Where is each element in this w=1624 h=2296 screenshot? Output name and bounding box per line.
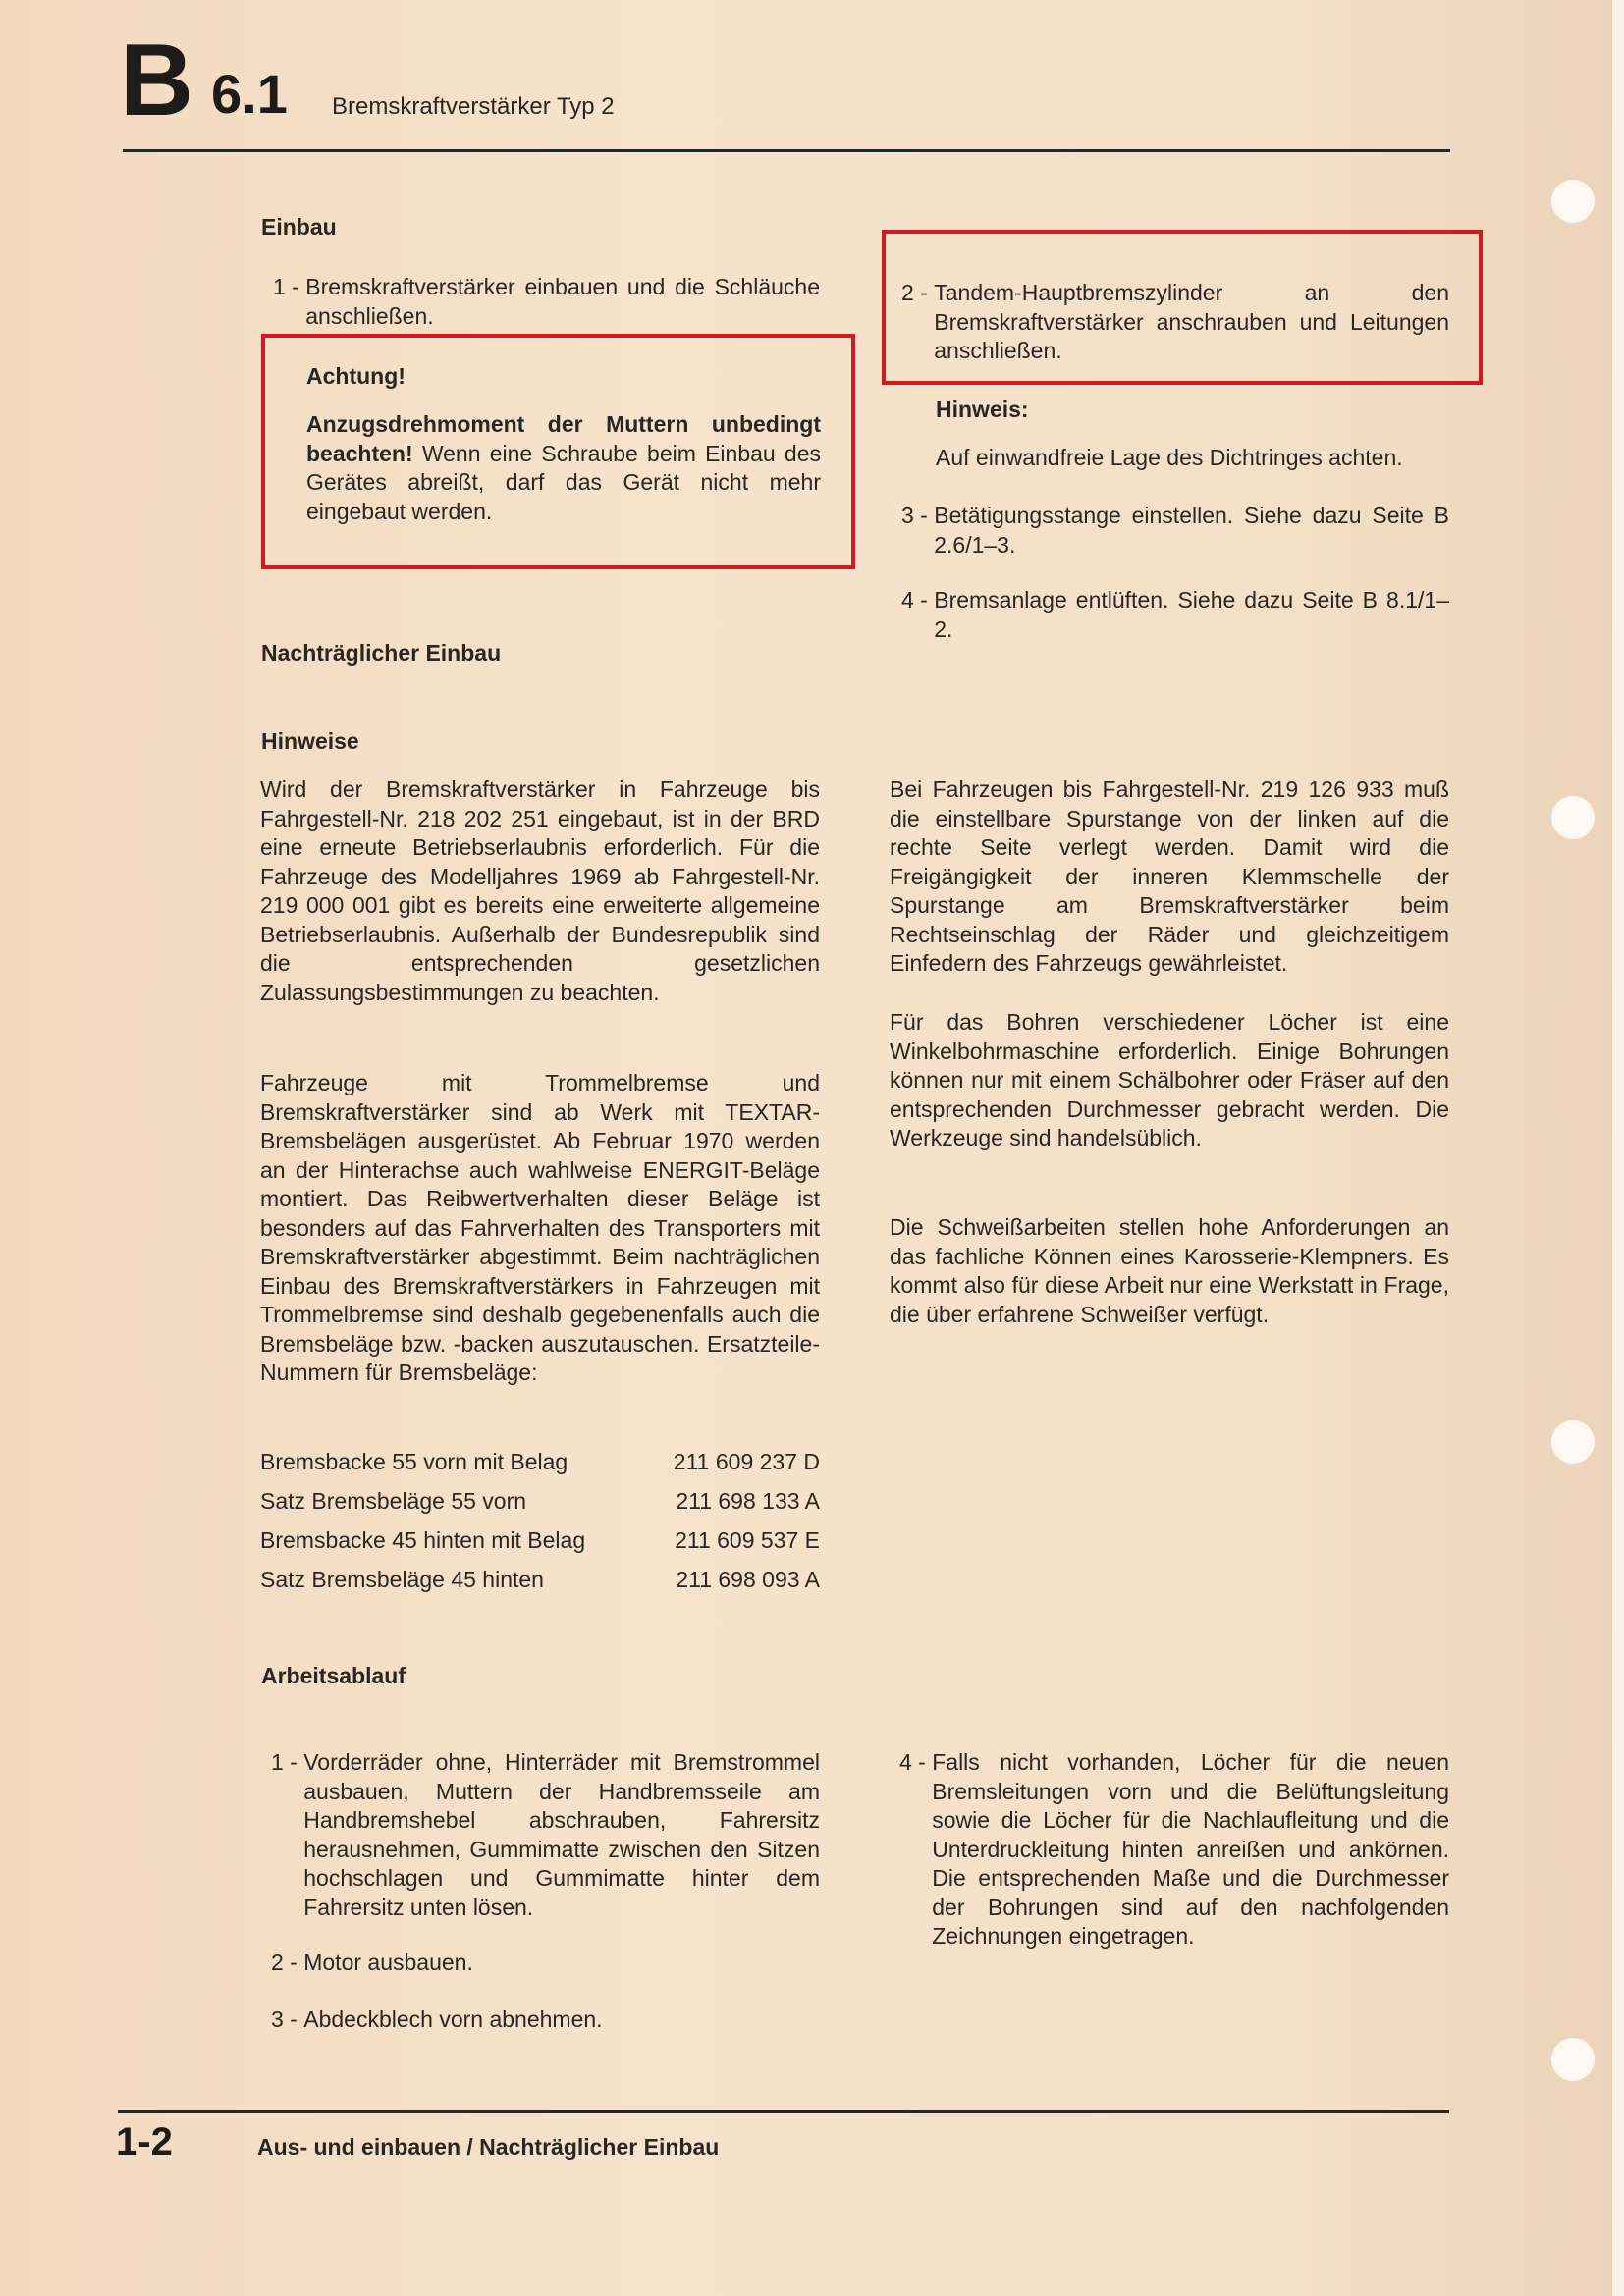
- achtung-title: Achtung!: [306, 363, 406, 389]
- part-name: Satz Bremsbeläge 55 vorn: [260, 1488, 527, 1514]
- part-name: Satz Bremsbeläge 45 hinten: [260, 1567, 544, 1592]
- step-number: 1 -: [271, 1749, 304, 1775]
- footer-title: Aus- und einbauen / Nachträglicher Einbau: [257, 2134, 720, 2160]
- part-name: Bremsbacke 45 hinten mit Belag: [260, 1527, 586, 1553]
- step-text: Abdeckblech vorn abnehmen.: [303, 2006, 603, 2032]
- step-number: 3 -: [271, 2006, 304, 2032]
- footer-page-number: 1-2: [116, 2120, 173, 2163]
- step-number: 2 -: [901, 280, 935, 305]
- step-text: Falls nicht vorhanden, Löcher für die neuen Bremsleitungen vorn und die Belüftungsleitung sowie die Löcher für die Nachlaufleitung und die Unterdruckleitung hinten anreißen und ankörnen. Die entsprechenden Maße und die Durchmesser der Bohrungen sind auf den nachfolgenden Zeichnungen eingetragen.: [932, 1749, 1449, 1949]
- step-number: 4 -: [901, 587, 935, 613]
- parts-row: [260, 1560, 820, 1599]
- hinweise-right-paragraph-2: Für das Bohren verschiedener Löcher ist eine Winkelbohrmaschine erforderlich. Einige Bohrungen können nur mit einem Schälbohrer oder Fräser auf den entsprechenden Durchmesser gebracht werden. Die Werkzeuge sind handelsüblich.: [890, 1009, 1449, 1150]
- hinweis-title: Hinweis:: [936, 397, 1029, 422]
- header-title: Bremskraftverstärker Typ 2: [332, 93, 615, 120]
- arbeitsablauf-step-3: [271, 2005, 820, 2035]
- step-text: Tandem-Hauptbremszylinder an den Bremskraftverstärker anschrauben und Leitungen anschließen.: [934, 280, 1449, 363]
- hinweise-left-paragraph-1: Wird der Bremskraftverstärker in Fahrzeuge bis Fahrgestell-Nr. 218 202 251 eingebaut, ist in der BRD eine erneute Betriebserlaubnis erforderlich. Für die Fahrzeuge des Modelljahres 1969 ab Fahrgestell-Nr. 219 000 001 gibt es bereits eine erweiterte allgemeine Betriebserlaubnis. Außerhalb der Bundesrepublik sind die entsprechenden gesetzlichen Zulassungsbestimmungen zu beachten.: [260, 776, 820, 1005]
- punch-hole-2: [1551, 796, 1595, 839]
- achtung-text: [306, 410, 821, 526]
- punch-hole-4: [1551, 2038, 1595, 2081]
- hinweise-heading: Hinweise: [261, 728, 359, 754]
- hinweis-text: Auf einwandfreie Lage des Dichtringes achten.: [936, 445, 1403, 470]
- step-text: Betätigungsstange einstellen. Siehe dazu Seite B 2.6/1–3.: [934, 503, 1449, 558]
- hinweise-right-paragraph-3: Die Schweißarbeiten stellen hohe Anforderungen an das fachliche Können eines Karosserie-Klempners. Es kommt also für diese Arbeit nur eine Werkstatt in Frage, die über erfahrene Schweißer verfügt.: [890, 1214, 1449, 1327]
- step-number: 1 -: [273, 274, 306, 299]
- step-number: 3 -: [901, 503, 935, 528]
- parts-list: [260, 1442, 820, 1599]
- page-edge: [1612, 0, 1624, 2296]
- nachtraeglich-heading: Nachträglicher Einbau: [261, 640, 502, 666]
- arbeitsablauf-step-4: [899, 1748, 1449, 1951]
- step-text: Bremskraftverstärker einbauen und die Schläuche anschließen.: [305, 274, 820, 329]
- einbau-heading: Einbau: [261, 214, 337, 240]
- parts-row: [260, 1481, 820, 1521]
- step-text: Motor ausbauen.: [303, 1949, 473, 1975]
- arbeitsablauf-step-2: [271, 1949, 820, 1978]
- step-text: Bremsanlage entlüften. Siehe dazu Seite B 8.1/1–2.: [934, 587, 1449, 642]
- part-number: 211 609 537 E: [675, 1527, 820, 1553]
- step-number: 4 -: [899, 1749, 933, 1775]
- footer-rule: [118, 2110, 1449, 2113]
- part-number: 211 609 237 D: [673, 1449, 820, 1474]
- punch-hole-3: [1551, 1420, 1595, 1464]
- parts-row: [260, 1521, 820, 1560]
- step-number: 2 -: [271, 1949, 304, 1975]
- hinweise-right-paragraph-1: Bei Fahrzeugen bis Fahrgestell-Nr. 219 126 933 muß die einstellbare Spurstange von der linken auf die rechte Seite verlegt werden. Damit wird die Freigängigkeit der inneren Klemmschelle der Spurstange am Bremskraftverstärker beim Rechtseinschlag der Räder und gleichzeitigem Einfedern des Fahrzeugs gewährleistet.: [890, 776, 1449, 976]
- achtung-body: Wenn eine Schraube beim Einbau des Gerätes abreißt, darf das Gerät nicht mehr eingebaut werden.: [306, 440, 821, 524]
- part-number: 211 698 133 A: [676, 1488, 820, 1514]
- einbau-step-3: [901, 502, 1449, 560]
- part-number: 211 698 093 A: [676, 1567, 820, 1592]
- hinweise-left-paragraph-2: Fahrzeuge mit Trommelbremse und Bremskraftverstärker sind ab Werk mit TEXTAR-Bremsbelägen ausgerüstet. Ab Februar 1970 werden an der Hinterachse auch wahlweise ENERGIT-Beläge montiert. Das Reibwertverhalten dieser Beläge ist besonders auf das Fahrverhalten des Transporters mit Bremskraftverstärker abgestimmt. Beim nachträglichen Einbau des Bremskraftverstärkers in Fahrzeugen mit Trommelbremse sind deshalb gegebenenfalls auch die Bremsbeläge bzw. -backen auszutauschen. Ersatzteile-Nummern für Bremsbeläge:: [260, 1070, 820, 1385]
- einbau-step-1: [273, 273, 820, 331]
- achtung-bold: Anzugsdrehmoment der Muttern unbedingt beachten!: [306, 411, 821, 466]
- einbau-step-4: [901, 586, 1449, 644]
- einbau-step-2: [901, 279, 1449, 366]
- header-rule: [123, 149, 1450, 152]
- part-name: Bremsbacke 55 vorn mit Belag: [260, 1449, 568, 1474]
- step-text: Vorderräder ohne, Hinterräder mit Bremstrommel ausbauen, Muttern der Handbremsseile am Handbremshebel abschrauben, Fahrersitz herausnehmen, Gummimatte zwischen den Sitzen hochschlagen und Gummimatte hinter dem Fahrersitz unten lösen.: [303, 1749, 820, 1920]
- section-number: 6.1: [211, 63, 288, 125]
- section-letter: B: [120, 24, 192, 137]
- arbeitsablauf-step-1: [271, 1748, 820, 1922]
- parts-row: [260, 1442, 820, 1481]
- punch-hole-1: [1551, 180, 1595, 223]
- arbeitsablauf-heading: Arbeitsablauf: [261, 1663, 406, 1688]
